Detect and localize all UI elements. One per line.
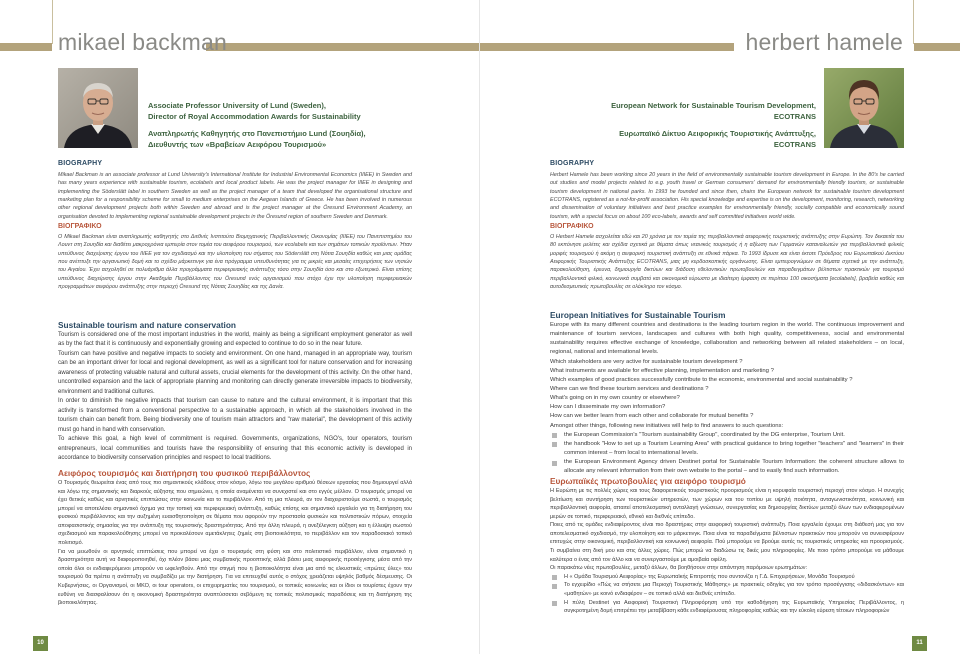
section-body-greek <box>550 487 904 616</box>
biography-text-greek: Ο Mikael Backman είναι αναπληρωτής καθηγητής στο Διεθνές Ινστιτούτο Βιομηχανικής Περιβαλλοντικής Οικονομίας (IIIEE) του Πανεπιστημίου του Λουντ στη Σουηδία και διαθέτει μακροχρόνια εμπειρία στον τομέα του αειφόρου τουρισμού, των ecolabels και των σημάτων τοπικών προϊόντων. Ήταν υπεύθυνος διαχείρισης έργου του IIIEE για τον σχεδιασμό και την υλοποίηση του σήματος του Söderslätt στη Νότια Σουηδία καθώς και μιας ομάδας που ανέπτυξε την οργανωτική δομή και το σχέδιο μάρκετινγκ για ένα πρόγραμμα υπευθυνότητας για τις μικρές και μεσαίες επιχειρήσεις των νησιών του Αιγαίου. Έχει ασχοληθεί σε πολυάριθμα άλλα προγράμματα περιφερειακής ανάπτυξης τόσο στην Σουηδία όσο και στο εξωτερικό. Είναι επίσης υπεύθυνος διαχείρισης έργου στην Ακαδημία Περιβάλλοντος του Öresund ενός οργανισμού που στόχο έχει την υλοποίηση περιφερειακών προγραμμάτων αειφόρου ανάπτυξης στην περιοχή Öresund της Νότιας Σουηδίας και της Δανία. <box>58 233 412 291</box>
role-en-line-1: Associate Professor University of Lund (Sweden), <box>148 101 326 110</box>
paragraph: Ο Τουρισμός θεωρείται ένας από τους πιο σημαντικούς κλάδους στον κόσμο, λόγω του μεγάλου αριθμού θέσεων εργασίας που δημιουργεί αλλά και λόγω της σημαντικής και διαρκούς αύξησης που σημειώνει, η οποία αναμένεται να συνεχιστεί και στο εγγύς μέλλον. Ο τουρισμός μπορεί να έχει θετικές καθώς και αρνητικές επιπτώσεις στην κοινωνία και το περιβάλλον. Από τη μια πλευρά, αν τον διαχειριστούμε σωστά, ο τουρισμός μπορεί να αποτελέσει σημαντικό όχημα για την τοπική και περιφερειακή ανάπτυξη, καθώς επίσης και σημαντικό εργαλείο για τη διατήρηση του φυσικού περιβάλλοντος και την αυξημένη ευαισθητοποίηση σε θέματα που αφορούν την προστασία φυσικών και πολιτιστικών πόρων, στοιχεία αποφασιστικής σημασίας για την ανάπτυξη της τουριστικής δραστηριότητας. Από την άλλη πλευρά, η ανεξέλεγκτη αύξηση και η έλλειψη σωστού σχεδιασμού και παρακολούθησης μπορεί να προκαλέσουν αμετάκλητες ζημιές στη βιοποικιλότητα, το περιβάλλον και τον παραδοσιακό τοπικό πολιτισμό. <box>58 480 412 547</box>
bullet-list-greek <box>550 573 904 616</box>
header-divider-left <box>52 0 53 44</box>
question-line: What instruments are available for effective planning, implementation and marketing ? <box>550 367 774 374</box>
role-en-line-2: ECOTRANS <box>773 111 816 121</box>
biography-heading: BIOGRAPHY <box>550 160 595 167</box>
list-item <box>550 573 904 582</box>
paragraph: Η Ευρώπη με τις πολλές χώρες και τους διαφορετικούς τουριστικούς προορισμούς είναι η κορυφαία τουριστική περιοχή στον κόσμο. Η συνεχής βελτίωση και συντήρηση των τουριστικών υπηρεσιών, των χώρων και του τοπίου με υψηλή ποιότητα, ανταγωνιστικότητα, κοινωνική και περιβαλλοντική αειφορία, απαιτεί αποτελεσματική ανταλλαγή γνώσεων, συνεργασίας και δημιουργίας δικτύων μεταξύ όλων των ενδιαφερομένων μερών σε τοπικό, περιφερειακό, εθνικό και διεθνές επίπεδο. <box>550 488 904 520</box>
biography-text-greek: Ο Herbert Hamele ασχολείται εδώ και 20 χρόνια με τον τομέα της περιβαλλοντικά αειφορικής τουριστικής ανάπτυξης στην Ευρώπη. Τον δεκαετία του 80 εκπόνησε μελέτες και σχέδια σχετικά με θέματα όπως νεανικός τουρισμός ή η αξίωση των Γερμανών καταναλωτών για περιβαλλοντικά φιλικές μορφές τουρισμού ή ακόμη η αειφορική τουριστική ανάπτυξη σε εθνικά πάρκα. Το 1993 ίδρυσε και είναι έκτοτε Πρόεδρος του Ευρωπαϊκού Δικτύου Αειφορικής Τουριστικής Ανάπτυξης ECOTRANS, μιας μη κερδοσκοπικής οργάνωσης. Είναι εμπειρογνώμων σε θέματα σχετικά με την ανάπτυξη, παρακολούθηση, έρευνα, δημιουργία δικτύων και διάδοση εθελοντικών πρωτοβουλιών και παραδειγμάτων βέλτιστων πρακτικών για τουρισμό περιβαλλοντικά φιλικό, κοινωνικά συμβατό και οικονομικά εύρωστο με ιδιαίτερη έμφαση σε περίπου 100 οικοσήματα [ecolabels], βραβεία καθώς και αυτοδεσμευτικές πρωτοβουλίες σε ολόκληρο τον κόσμο. <box>550 233 904 291</box>
section-title-greek: Ευρωπαϊκές πρωτοβουλίες για αειφόρο τουρισμό <box>550 476 746 486</box>
role-gr-line-2: ECOTRANS <box>773 139 816 149</box>
section-title: European Initiatives for Sustainable Tourism <box>550 310 726 320</box>
list-item-text: Το εγχειρίδιο «Πώς να στήσετε μια Περιοχή Τουριστικής Μάθησης» με πρακτικές οδηγίες για τον τρόπο προσέγγισης «διδασκόντων» και «μαθητών» με κοινό ενδιαφέρον – σε τοπικό αλλά και διεθνές επίπεδο. <box>564 582 904 597</box>
biography-block-right <box>550 159 904 292</box>
question-line: Which stakeholders are very active for sustainable tourism development ? <box>550 358 743 365</box>
portrait-photo-left <box>58 68 138 148</box>
bullet-square-icon <box>552 584 557 589</box>
bullet-square-icon <box>552 433 557 438</box>
list-item-text: the handbook "How to set up a Tourism Learning Area" with practical guidance to bring together "teachers" and "learners" in their common interest – from local to international levels. <box>564 440 904 456</box>
role-gr-line-2: Διευθυντής των «Βραβείων Αειφόρου Τουρισμού» <box>148 139 327 149</box>
question-line: Which examples of good practices successfully contribute to the economic, environmental and social sustainability ? <box>550 376 853 383</box>
paragraph: In order to diminish the negative impacts that tourism can cause to nature and the cultural environment, it is important that this activity is transformed from a conventional perspective to a sustainable approach, in which all the stakeholders involved in the tourism chain can benefit from. Being biodiversity one of tourism main attractors and "raw material", the development of this activity must go hand in hand with conservation. <box>58 398 412 433</box>
role-en-line-1: European Network for Sustainable Tourism Development, <box>611 101 816 110</box>
role-gr-line-1: Αναπληρωτής Καθηγητής στο Πανεπιστήμιο Lund (Σουηδία), <box>148 129 366 139</box>
header-rule-right <box>914 43 960 51</box>
bullet-square-icon <box>552 461 557 466</box>
role-block-right <box>611 101 816 151</box>
section-title: Sustainable tourism and nature conservation <box>58 320 236 330</box>
bullet-list <box>550 431 904 477</box>
speaker-name-left: mikael backman <box>58 29 227 55</box>
page-number-left: 10 <box>33 636 48 651</box>
list-item <box>550 599 904 616</box>
question-line: What's going on in my own country or elsewhere? <box>550 395 680 402</box>
paragraph: Amongst other things, following new initiatives will help to find answers to such questions: <box>550 422 784 429</box>
list-item-text: Η « Ομάδα Τουρισμού Αειφορίας» της Ευρωπαϊκής Επιτροπής που συντονίζει η Γ.Δ. Επιχειρήσεων, Μονάδα Τουρισμού <box>564 573 855 580</box>
section-en-right <box>550 310 904 476</box>
paragraph: Οι παρακάτω νέες πρωτοβουλίες, μεταξύ άλλων, θα βοηθήσουν στην απάντηση παρόμοιων ερωτημάτων: <box>550 565 808 572</box>
biography-heading: BIOGRAPHY <box>58 160 103 167</box>
page-number-right: 11 <box>912 636 927 651</box>
section-title-greek: Αειφόρος τουρισμός και διατήρηση του φυσικού περιβάλλοντος <box>58 468 311 478</box>
role-en-line-2: Director of Royal Accommodation Awards for Sustainability <box>148 111 361 121</box>
biography-text: Mikael Backman is an associate professor at Lund University's International Institute for Industrial Environmental Economics (IIIEE) in Sweden and has many years experience with sustainable tourism, ecolabels and local product labels. He was the project manager for IIIEE in designing and implementing the Söderslätt label in southern Sweden as well as the project manager of a team that developed the organisational structure and marketing plan for a responsibility scheme for small to medium enterprises on the Aegean Islands of Greece. He has been involved in numerous other regional development projects both within Sweden and abroad and is the project manager at the Öresund Environment Academy, an organisation devoted to implementing regional sustainable development projects in the Öresund region of southern Sweden and Denmark. <box>58 171 412 220</box>
paragraph: To achieve this goal, a high level of commitment is required. Governments, organizations, NGO's, tour operators, tourism entrepreneurs, local communities and tourists have the responsibility of ensuring that this economic activity is developed in accordance to biodiversity conservation principles and respect to local traditions. <box>58 436 412 462</box>
biography-text: Herbert Hamele has been working since 20 years in the field of environmentally sustainable tourism development in Europe. In the 80's he carried out studies and model projects related to e.g. youth travel or German consumers' demand for environmentally friendly tourism, or sustainable tourism development in national parks. In 1993 he founded and since then, chairs the European network for sustainable tourism development ECOTRANS, registered as a not-for-profit association. His special knowledge and expertise is on the development, monitoring, research, networking and dissemination of voluntary initiatives and best practice examples for environmentally friendly, socially compatible and economically sound tourism, with a special focus on about 100 eco-labels, awards and self committed initiatives world wide. <box>550 171 904 220</box>
question-line: How can we better learn from each other and collaborate for mutual benefits ? <box>550 413 754 420</box>
section-en-left <box>58 320 412 464</box>
section-gr-right <box>550 476 904 616</box>
bullet-square-icon <box>552 575 557 580</box>
list-item <box>550 440 904 458</box>
list-item-text: the European Environment Agency driven Destinet portal for Sustainable Tourism Information: the coherent structure allows to allocate any relevant information from their own website to the portal – and to easily find such information. <box>564 459 904 475</box>
list-item-text: Η πύλη Destinet για Αειφορική Τουριστική Πληροφόρηση υπό την καθοδήγηση της Ευρωπαϊκής Υπηρεσίας Περιβάλλοντος, η συγκροτημένη δομή επιτρέπει την μεταβίβαση κάθε ενδιαφέρουσας πληροφορίας καθώς και την εύκολη εύρεση τέτοιων πληροφοριών <box>564 599 904 615</box>
list-item <box>550 458 904 476</box>
paragraph: Tourism is considered one of the most important industries in the world, mainly as being a significant employment generator as well as by the fact that it is continuously and exponentially growing and expected to continue to do so in the near future. <box>58 332 412 348</box>
header-rule-left-long <box>206 43 480 51</box>
paragraph: Tourism can have positive and negative impacts to society and environment. On one hand, managed in an appropriate way, tourism can be an important driver for local and regional development, as well as a significant tool for nature conservation and for increasing awareness of protecting valuable natural and cultural assets, crucial elements for the development of this activity. On the other hand, uncontrolled expansion and the lack of appropriate planning and monitoring can directly generate irreversible impacts to biodiversity, environment and traditional cultures. <box>58 350 412 395</box>
biography-block-left <box>58 159 412 292</box>
header-divider-right <box>913 0 914 44</box>
portrait-photo-right <box>824 68 904 148</box>
section-body-greek <box>58 479 412 608</box>
header-rule-left <box>0 43 52 51</box>
speaker-name-right: herbert hamele <box>745 29 903 55</box>
paragraph: Για να μειωθούν οι αρνητικές επιπτώσεις που μπορεί να έχει ο τουρισμός στη φύση και στο πολιτιστικό περιβάλλον, είναι σημαντικό η δραστηριότητα αυτή να διαφοροποιηθεί, όχι πλέον βάσει μιας συμβατικής προοπτικής αλλά βάσει μιας αειφορικής προσέγγισης μέσα από την οποία όλοι οι ενδιαφερόμενοι μπορούν να ωφεληθούν. Από την στιγμή που η βιοποικιλότητα είναι μια από τις ελκυστικές «πρώτες ύλες» του τουρισμού θα πρέπει η ανάπτυξη να συμβαδίζει με την διατήρηση. Για να επιτευχθεί αυτός ο στόχος χρειάζεται υψηλός βαθμός δέσμευσης. Οι Κυβερνήσεις, οι Οργανισμοί, οι ΜΚΟ, οι tour operators, οι επιχειρηματίες του τουρισμού, οι τοπικές κοινωνίες και οι ίδιοι οι τουρίστες έχουν την ευθύνη να διασφαλίσουν ότι η οικονομική δραστηριότητα αναπτύσσεται σεβόμενη τις τοπικές πολιτισμικές παραδόσεις και τη διατήρηση της βιοποικιλότητας. <box>58 548 412 607</box>
section-body <box>58 331 412 464</box>
biography-heading-greek: ΒΙΟΓΡΑΦΙΚΟ <box>58 223 102 231</box>
section-body <box>550 321 904 476</box>
bullet-square-icon <box>552 442 557 447</box>
list-item <box>550 431 904 440</box>
list-item-text: the European Commission's "Tourism sustainability Group", coordinated by the DG enterprise, Tourism Unit. <box>564 431 845 438</box>
paragraph: Europe with its many different countries and destinations is the leading tourism region in the world. The continuous improvement and maintenance of tourism services, landscapes and cultures with both high quality, competitiveness, social and environmental sustainability requires effective exchange of knowledge, collaboration and networking between all related stakeholders – on local, regional, national and international levels. <box>550 322 904 356</box>
biography-heading-greek: ΒΙΟΓΡΑΦΙΚΟ <box>550 223 594 231</box>
header-rule-right-long <box>480 43 734 51</box>
role-block-left <box>148 101 366 151</box>
list-item <box>550 581 904 598</box>
right-page <box>480 0 960 654</box>
paragraph: Ποιες από τις ομάδες ενδιαφέροντος είναι πιο δραστήριες στην αειφορική τουριστική ανάπτυξη. Ποια εργαλεία έχουμε στη διάθεσή μας για τον αποτελεσματικό σχεδιασμό, την υλοποίηση και το μάρκετινγκ. Ποια είναι τα παραδείγματα βέλτιστων πρακτικών που μπορούν να συνεισφέρουν επιτυχώς στην οικονομική, περιβαλλοντική και κοινωνική αειφορία. Πού μπορούμε να βρούμε αυτές τις τουριστικές υπηρεσίες και προορισμούς. Τι συμβαίνει στη δική μου και στις άλλες χώρες. Πώς μπορώ να διαδώσω τις δικές μου πληροφορίες. Με ποιο τρόπο μπορούμε να μάθουμε καλύτερα ο ένας από τον άλλο και να συνεργαστούμε με αμοιβαία οφέλη. <box>550 522 904 563</box>
question-line: How can I disseminate my own information? <box>550 404 666 411</box>
section-gr-left <box>58 468 412 608</box>
bullet-square-icon <box>552 601 557 606</box>
role-gr-line-1: Ευρωπαϊκό Δίκτυο Αειφορικής Τουριστικής Ανάπτυξης, <box>619 129 816 139</box>
question-line: Where can we find these tourism services and destinations ? <box>550 385 709 392</box>
